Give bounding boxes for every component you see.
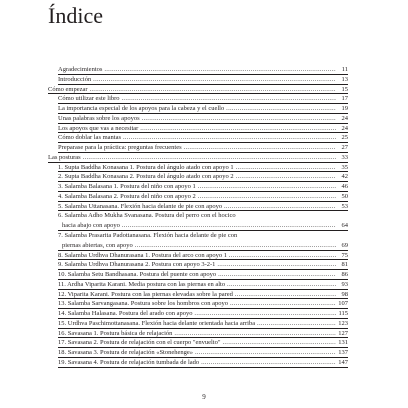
toc-entry-label: Cómo doblar las mantas ..... — [58, 133, 336, 143]
toc-entry-label: 19. Savasana 4. Postura de relajación tumbada de lado ..... — [58, 358, 336, 368]
toc-entry — [48, 153, 348, 163]
toc-entry — [48, 192, 348, 202]
toc-entry — [48, 182, 348, 192]
toc-entry-label: 12. Viparita Karani. Postura con las piernas elevadas sobre la pared ..... — [58, 290, 336, 300]
toc-entry-label: 9. Salamba Urdhva Dhanurasana 2. Postura con apoyo 3-2-1 ..... — [58, 260, 336, 270]
toc-entry — [48, 75, 348, 85]
toc-entry-label: 15. Urdhva Paschimottanasana. Flexión hacia delante orientada hacia arriba ..... — [58, 319, 336, 329]
toc-entry — [48, 114, 348, 124]
toc-entry — [48, 280, 348, 290]
toc-entry-label: 16. Savasana 1. Postura básica de relajación ..... — [58, 329, 336, 339]
toc-entry — [48, 299, 348, 309]
toc-entry — [48, 133, 348, 143]
toc-entry-label: Introducción ..... — [58, 75, 336, 85]
toc-entry-page: 19 — [341, 105, 348, 113]
toc-entry — [48, 241, 348, 251]
toc-entry — [48, 358, 348, 368]
toc-entry-page: 115 — [338, 310, 348, 318]
toc-entry — [48, 270, 348, 280]
toc-entry — [48, 211, 348, 221]
toc-entry — [48, 202, 348, 212]
toc-entry-page: 50 — [341, 192, 348, 200]
toc-entry-page: 137 — [338, 349, 348, 357]
toc-entry — [48, 85, 348, 95]
table-of-contents — [48, 65, 348, 368]
toc-entry-page: 24 — [341, 114, 348, 122]
toc-entry-page: 131 — [338, 339, 348, 347]
row-divider — [58, 367, 348, 368]
toc-entry-label: 5. Salamba Uttanasana. Flexión hacia delante de pie con apoyo ..... — [58, 202, 336, 212]
toc-entry-label: Las posturas ..... — [48, 153, 336, 163]
toc-entry — [48, 221, 348, 231]
toc-entry-label: 3. Salamba Balasana 1. Postura del niño con apoyo 1 ..... — [58, 182, 336, 192]
toc-entry-page: 86 — [341, 271, 348, 279]
toc-entry-page: 69 — [341, 241, 348, 249]
toc-entry-page: 46 — [341, 183, 348, 191]
toc-entry-page: 127 — [338, 329, 348, 337]
toc-entry — [48, 163, 348, 173]
toc-entry — [48, 329, 348, 339]
toc-entry-label: 13. Salamba Sarvangasana. Postura sobre los hombros con apoyo ..... — [58, 299, 336, 309]
toc-entry — [48, 104, 348, 114]
toc-entry-label: Unas palabras sobre los apoyos ..... — [58, 114, 336, 124]
page-title: Índice — [48, 3, 103, 28]
toc-entry-page: 93 — [341, 280, 348, 288]
toc-entry-label: 6. Salamba Adho Mukha Svanasana. Postura del perro con el hocico — [58, 212, 236, 220]
toc-entry — [48, 231, 348, 241]
toc-entry-label: 18. Savasana 3. Postura de relajación «Stonehenge» ..... — [58, 348, 336, 358]
toc-entry — [48, 309, 348, 319]
toc-entry-label: 11. Ardha Viparita Karani. Media postura con las piernas en alto ..... — [58, 280, 336, 290]
toc-entry-label: 8. Salamba Urdhva Dhanurasana 1. Postura del arco con apoyo 1 ..... — [58, 251, 336, 261]
toc-entry-label: piernas abiertas, con apoyo ..... — [62, 241, 336, 251]
toc-entry-label: 14. Salamba Halasana. Postura del arado con apoyo ..... — [58, 309, 336, 319]
toc-entry — [48, 260, 348, 270]
toc-entry-label: 10. Salamba Setu Bandhasana. Postura del puente con apoyo ..... — [58, 270, 336, 280]
toc-entry-page: 11 — [341, 66, 348, 73]
toc-entry — [48, 94, 348, 104]
toc-entry — [48, 319, 348, 329]
page-number: 9 — [202, 393, 206, 401]
toc-entry-page: 123 — [338, 319, 348, 327]
toc-entry-label: Cómo utilizar este libro ..... — [58, 94, 336, 104]
toc-entry-label: 7. Salamba Prasarita Padottanasana. Flexión hacia delante de pie con — [58, 232, 238, 240]
toc-entry-page: 24 — [341, 124, 348, 132]
toc-entry-page: 147 — [338, 358, 348, 366]
toc-entry-page: 17 — [341, 95, 348, 103]
toc-entry — [48, 143, 348, 153]
toc-entry — [48, 338, 348, 348]
toc-entry-label: hacia abajo con apoyo ..... — [62, 221, 336, 231]
toc-entry — [48, 65, 348, 75]
toc-entry-page: 33 — [341, 153, 348, 161]
toc-entry-label: 17. Savasana 2. Postura de relajación con el cuerpo "envuelto" ..... — [58, 338, 336, 348]
toc-entry-page: 107 — [338, 300, 348, 308]
toc-entry-label: La importancia especial de los apoyos para la cabeza y el cuello ..... — [58, 104, 336, 114]
toc-entry — [48, 251, 348, 261]
toc-entry — [48, 172, 348, 182]
toc-entry — [48, 348, 348, 358]
toc-entry-page: 35 — [341, 163, 348, 171]
toc-entry — [48, 290, 348, 300]
toc-entry-page: 98 — [341, 290, 348, 298]
toc-entry-label: 2. Supta Baddha Konasana 2. Postura del ángulo atado con apoyo 2 ..... — [58, 172, 336, 182]
toc-entry-label: 4. Salamba Balasana 2. Postura del niño con apoyo 2 ..... — [58, 192, 336, 202]
toc-entry-label: Preparase para la práctica: preguntas frecuentes ..... — [58, 143, 336, 153]
toc-entry-page: 64 — [341, 222, 348, 230]
toc-entry-page: 13 — [341, 75, 348, 83]
toc-entry — [48, 124, 348, 134]
toc-entry-label: Agradecimientos ..... — [58, 65, 336, 75]
toc-entry-page: 25 — [341, 134, 348, 142]
toc-entry-label: 1. Supta Baddha Konasana 1. Postura del ángulo atado con apoyo 1 ..... — [58, 163, 336, 173]
toc-entry-page: 27 — [341, 144, 348, 152]
toc-entry-page: 81 — [341, 261, 348, 269]
toc-entry-page: 75 — [341, 251, 348, 259]
toc-entry-page: 15 — [341, 85, 348, 93]
toc-entry-label: Cómo empezar ..... — [48, 85, 336, 95]
toc-entry-label: Los apoyos que vas a necesitar ..... — [58, 124, 336, 134]
toc-entry-page: 42 — [341, 173, 348, 181]
toc-entry-page: 53 — [341, 202, 348, 210]
